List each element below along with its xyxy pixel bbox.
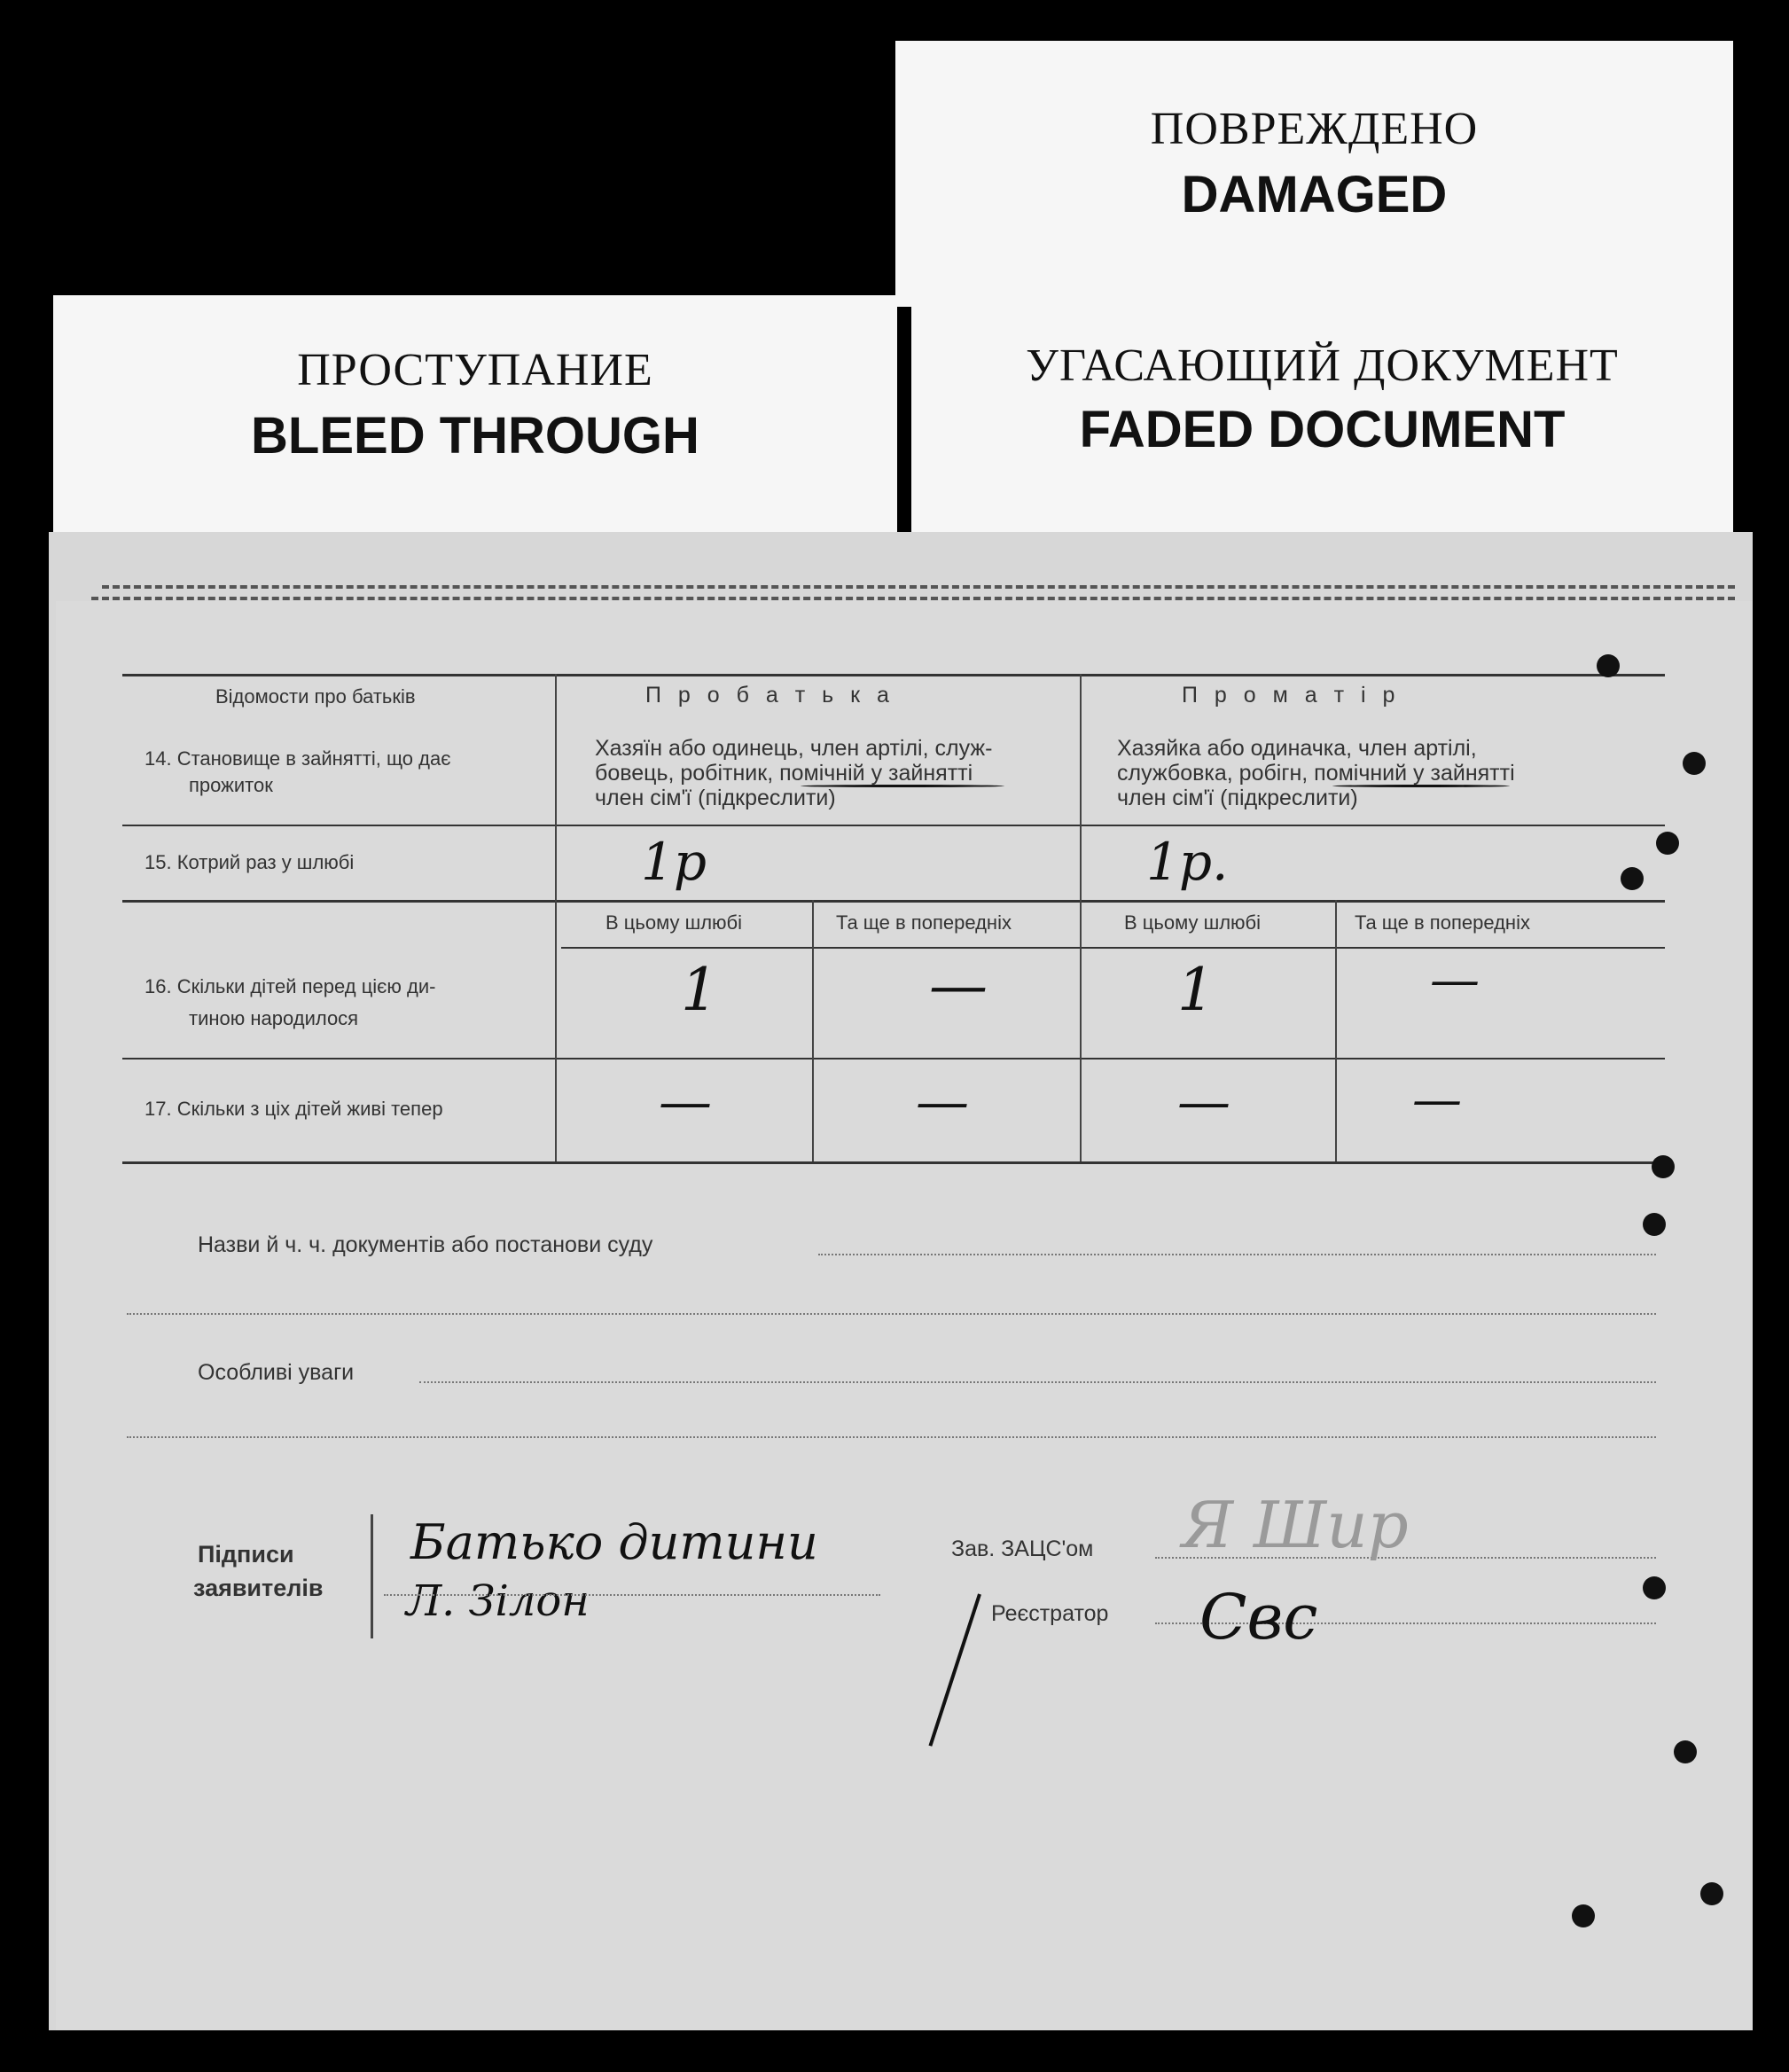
- table-column-divider: [1335, 900, 1337, 1161]
- table-column-divider: [812, 900, 814, 1161]
- signatures-label-line1: Підписи: [198, 1541, 294, 1568]
- perforation-line-top: [102, 585, 1735, 589]
- punch-hole: [1652, 1155, 1675, 1178]
- about-mother-header: П р о м а т і р: [1182, 683, 1401, 708]
- row15-label: 15. Котрий раз у шлюбі: [145, 851, 355, 873]
- notes-label: Особливі уваги: [198, 1360, 355, 1385]
- subheader-mother-this-marriage: В цьому шлюбі: [1124, 911, 1262, 934]
- row16-label-line2: тиною народилося: [189, 1007, 359, 1029]
- punch-hole: [1643, 1576, 1666, 1599]
- table-column-divider: [555, 674, 557, 1161]
- row17-value: —: [1412, 1071, 1462, 1129]
- signatures-bracket: [371, 1514, 373, 1638]
- table-top-rule: [122, 674, 1665, 676]
- damaged-en-text: DAMAGED: [1181, 166, 1448, 223]
- signatures-label-line2: заявителів: [193, 1575, 324, 1601]
- row16-value: 1: [1177, 956, 1215, 1024]
- row14-mother-line2: службовка, робігн, помічний у зайнятті: [1117, 761, 1515, 786]
- row15-father-value: 1р: [641, 832, 707, 892]
- faded-en-text: FADED DOCUMENT: [1079, 401, 1566, 458]
- table-rule: [122, 1058, 1665, 1059]
- row16-value: —: [929, 951, 988, 1020]
- bleed-ru-text: ПРОСТУПАНИЕ: [297, 345, 653, 395]
- table-rule: [122, 900, 1665, 903]
- notes-line: [419, 1381, 1656, 1383]
- punch-hole: [1643, 1213, 1666, 1236]
- table-rule: [561, 947, 1665, 949]
- faded-document-label-card: [911, 300, 1733, 566]
- row16-label-line1: 16. Скільки дітей перед цією ди-: [145, 975, 436, 997]
- punch-hole: [1572, 1904, 1595, 1927]
- applicant-signature-2: Л. Зілон: [406, 1576, 590, 1626]
- punch-hole: [1597, 654, 1620, 677]
- row14-label-line1: 14. Становище в зайнятті, що дає: [145, 747, 451, 770]
- subheader-mother-previous: Та ще в попередніх: [1355, 911, 1530, 934]
- row14-father-line3: член сім'ї (підкреслити): [595, 786, 836, 810]
- about-father-header: П р о б а т ь к а: [645, 683, 894, 708]
- row14-father-line2: бовець, робітник, помічній у зайнятті: [595, 761, 973, 786]
- registrar-label: Реєстратор: [991, 1601, 1109, 1626]
- signature-line: [384, 1594, 880, 1596]
- zags-head-signature: Я Шир: [1182, 1488, 1409, 1562]
- perforation-line: [91, 597, 1735, 600]
- table-rule: [122, 825, 1665, 826]
- archival-form-sheet: [49, 532, 1753, 2030]
- damaged-label-card: [895, 41, 1733, 307]
- damaged-ru-text: ПОВРЕЖДЕНО: [1150, 104, 1479, 154]
- signature-stroke: [928, 1593, 980, 1746]
- punch-hole: [1683, 752, 1706, 775]
- punch-hole: [1700, 1882, 1723, 1905]
- row14-mother-line3: член сім'ї (підкреслити): [1117, 786, 1358, 810]
- info-about-parents-header: Відомости про батьків: [215, 685, 416, 708]
- mother-underline-mark: [1332, 785, 1510, 787]
- row17-label: 17. Скільки з ціх дітей живі тепер: [145, 1098, 443, 1120]
- row14-father-line1: Хазяїн або одинець, член артілі, служ-: [595, 736, 993, 761]
- documents-line: [818, 1254, 1656, 1255]
- zags-head-label: Зав. ЗАЦС'ом: [951, 1536, 1094, 1561]
- row17-value: —: [916, 1071, 969, 1133]
- bleed-through-label-card: [53, 295, 897, 561]
- registrar-signature: Свс: [1199, 1581, 1318, 1654]
- row16-value: —: [1430, 951, 1480, 1009]
- table-bottom-rule: [122, 1161, 1665, 1164]
- row14-mother-line1: Хазяйка або одиначка, член артілі,: [1117, 736, 1477, 761]
- subheader-father-previous: Та ще в попередніх: [836, 911, 1012, 934]
- documents-label: Назви й ч. ч. документів або постанови суду: [198, 1232, 653, 1257]
- punch-hole: [1621, 867, 1644, 890]
- applicant-signature-1: Батько дитини: [410, 1514, 818, 1570]
- subheader-father-this-marriage: В цьому шлюбі: [605, 911, 743, 934]
- row17-value: —: [1177, 1071, 1230, 1133]
- row17-value: —: [659, 1071, 712, 1133]
- row15-mother-value: 1р.: [1146, 832, 1229, 892]
- father-underline-mark: [801, 785, 1004, 787]
- documents-line-2: [127, 1313, 1656, 1315]
- form-page: [56, 601, 1753, 2030]
- notes-line-2: [127, 1436, 1656, 1438]
- punch-hole: [1656, 832, 1679, 855]
- table-column-divider: [1080, 674, 1082, 1161]
- punch-hole: [1674, 1740, 1697, 1763]
- faded-ru-text: УГАСАЮЩИЙ ДОКУМЕНТ: [1026, 340, 1619, 391]
- row16-value: 1: [681, 956, 718, 1024]
- bleed-en-text: BLEED THROUGH: [251, 407, 699, 465]
- row14-label-line2: прожиток: [189, 774, 273, 796]
